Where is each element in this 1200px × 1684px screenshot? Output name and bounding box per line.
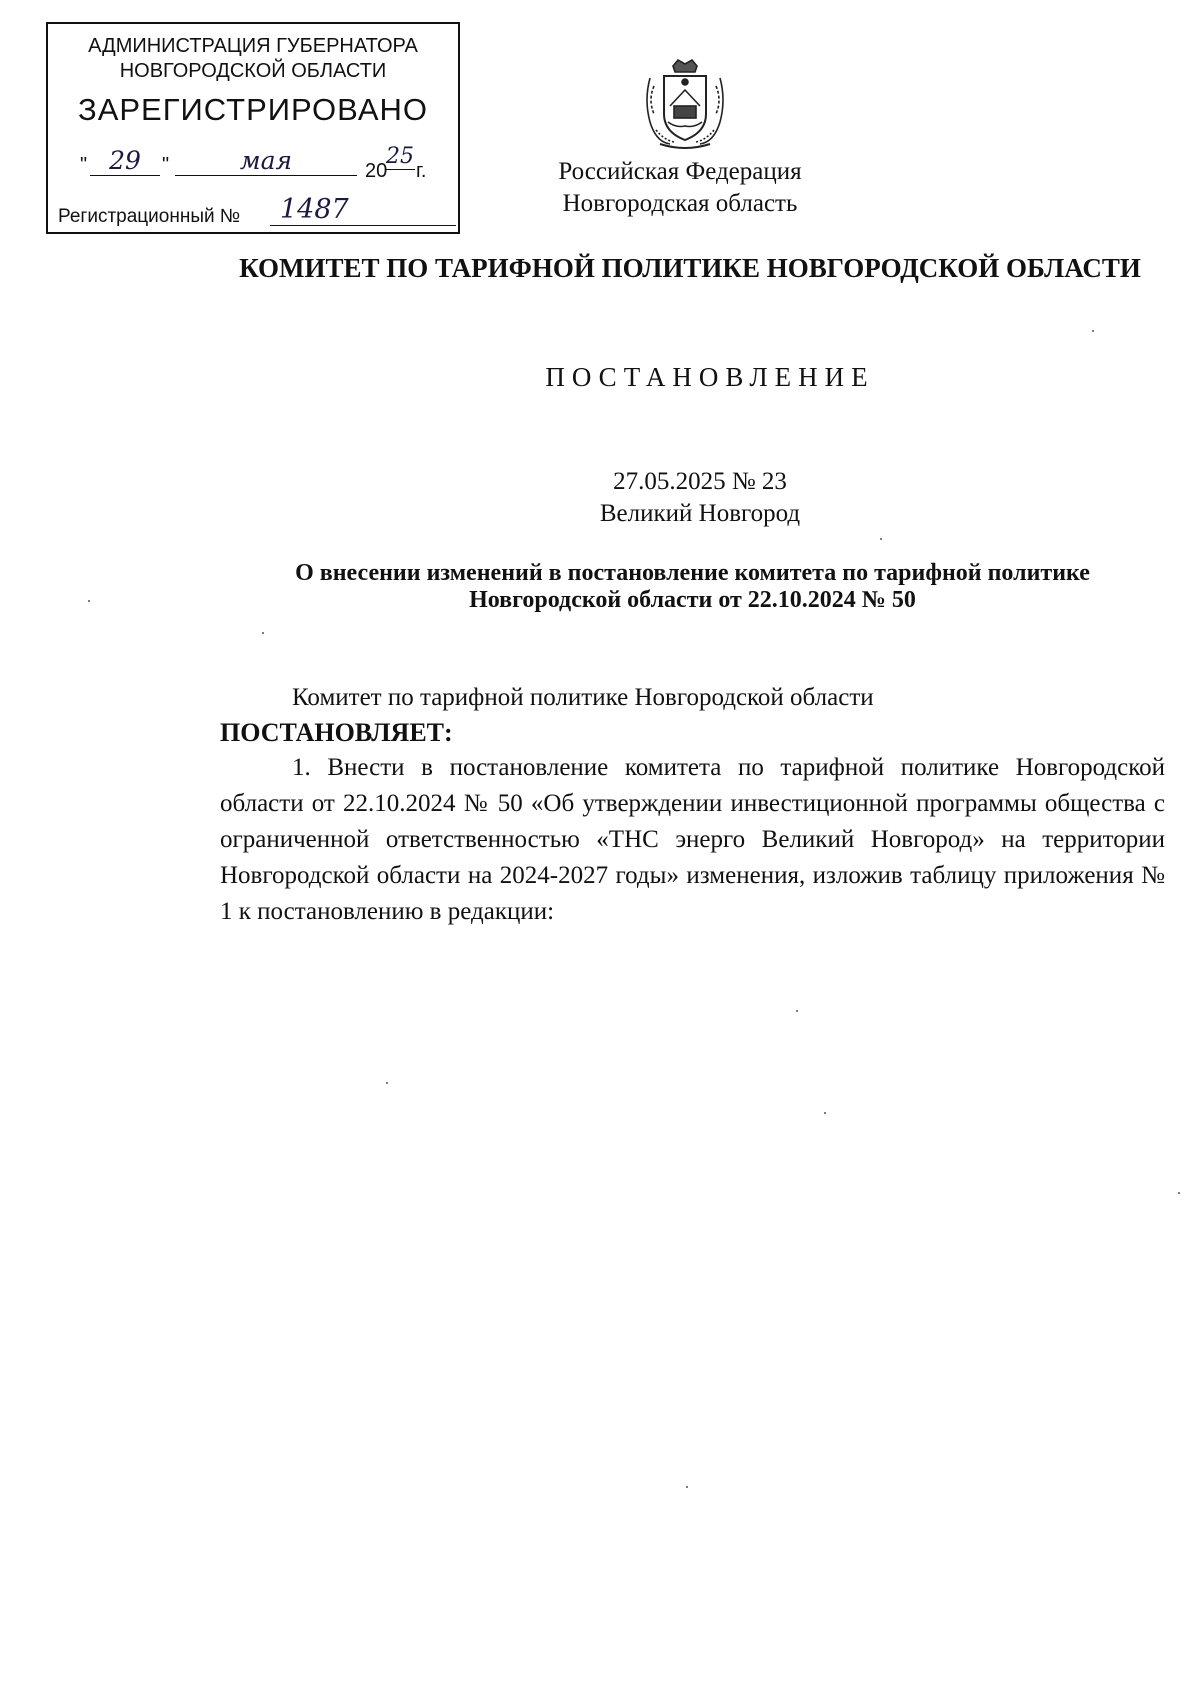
stamp-date-line	[80, 146, 460, 180]
federation-block	[480, 156, 880, 220]
scan-speck	[880, 538, 882, 540]
stamp-org-line2: НОВГОРОДСКОЙ ОБЛАСТИ	[119, 60, 387, 82]
document-type: ПОСТАНОВЛЕНИЕ	[545, 362, 875, 392]
coat-of-arms-icon	[640, 56, 730, 152]
scan-speck	[88, 600, 90, 602]
scan-speck	[796, 1010, 798, 1012]
scan-speck	[1092, 330, 1094, 332]
date-number: 27.05.2025 № 23	[613, 468, 787, 495]
stamp-org-line1: АДМИНИСТРАЦИЯ ГУБЕРНАТОРА	[88, 35, 418, 57]
stamp-quote-close: "	[162, 154, 170, 176]
scan-speck	[386, 1082, 388, 1084]
date-block	[500, 466, 900, 530]
stamp-day: 29	[90, 146, 160, 176]
stamp-quote-open: "	[80, 154, 88, 176]
body-intro: Комитет по тарифной политике Новгородской области	[292, 684, 874, 711]
stamp-regno-line	[58, 194, 458, 228]
stamp-year-prefix: 20	[365, 160, 388, 182]
city: Великий Новгород	[599, 500, 801, 527]
scan-speck	[824, 1112, 826, 1114]
committee-title: КОМИТЕТ ПО ТАРИФНОЙ ПОЛИТИКЕ НОВГОРОДСКОЙ ОБЛАСТИ	[239, 253, 1141, 283]
stamp-regno-label: Регистрационный №	[58, 206, 241, 227]
stamp-year-suffix: г.	[416, 160, 427, 182]
body-resolves: ПОСТАНОВЛЯЕТ:	[220, 718, 453, 747]
stamp-registered: ЗАРЕГИСТРИРОВАНО	[77, 92, 428, 127]
registration-stamp	[46, 22, 460, 234]
stamp-month: мая	[175, 146, 357, 176]
document-subject: О внесении изменений в постановление комитета по тарифной политике Новгородской области от 22.10.2024 № 50	[295, 560, 1090, 613]
scan-speck	[686, 1486, 688, 1488]
country-line: Российская Федерация	[558, 158, 802, 185]
scan-speck	[1178, 1192, 1180, 1194]
stamp-regno-value: 1487	[270, 194, 456, 226]
body-paragraph-1: 1. Внести в постановление комитета по тарифной политике Новгородской области от 22.10.2024 № 50 «Об утверждении инвестиционной программы общества с ограниченной ответственностью «ТНС энерго Великий Новгород» на территории Новгородской области на 2024-2027 годы» изменения, изложив таблицу приложения № 1 к постановлению в редакции:	[220, 754, 1165, 925]
region-line: Новгородская область	[562, 190, 798, 217]
stamp-year-handwritten: 25	[386, 144, 414, 169]
scan-speck	[262, 632, 264, 634]
